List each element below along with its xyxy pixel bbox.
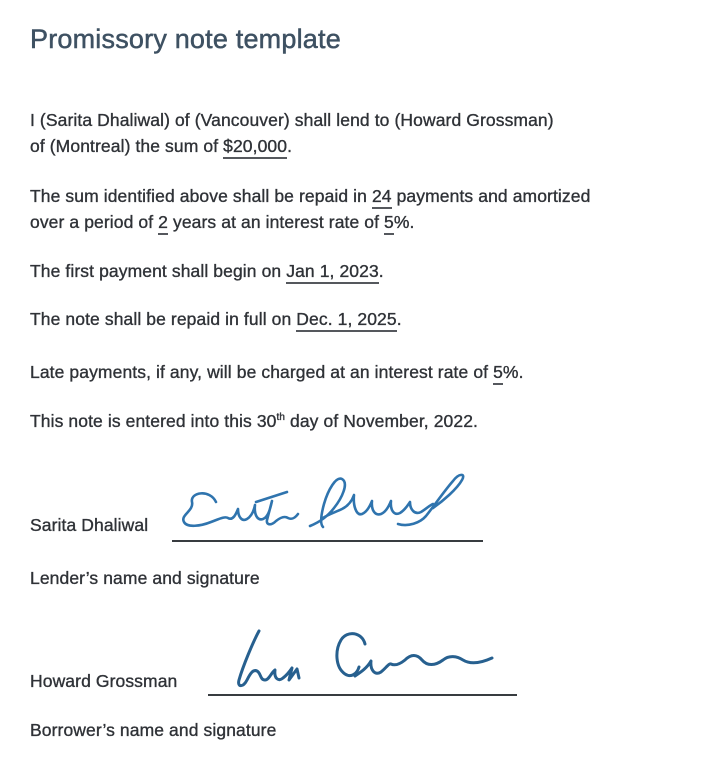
loan-amount-value: $20,000 xyxy=(223,136,287,159)
clause-full-repayment-pre: The note shall be repaid in full on xyxy=(30,309,297,329)
clause-late-payment-post: %. xyxy=(502,362,524,382)
clause-repayment xyxy=(30,183,702,235)
clause-full-repayment-post: . xyxy=(396,309,402,329)
clause-execution-pre: This note is entered into this 30 xyxy=(30,411,277,431)
clause-late-payment-pre: Late payments, if any, will be charged at an interest rate of xyxy=(30,362,494,382)
clause-principal-line1: I (Sarita Dhaliwal) of (Vancouver) shall lend to (Howard Grossman) xyxy=(30,110,554,130)
clause-full-repayment xyxy=(30,306,702,332)
page-title: Promissory note template xyxy=(30,24,341,54)
clause-principal xyxy=(30,107,702,159)
clause-repayment-line1-pre: The sum identified above shall be repaid in xyxy=(30,186,372,206)
payments-count-value: 24 xyxy=(372,186,392,209)
clause-repayment-line2-mid: years at an interest rate of xyxy=(168,212,385,232)
first-payment-date-value: Jan 1, 2023 xyxy=(286,261,379,284)
repayment-date-value: Dec. 1, 2025 xyxy=(296,309,396,332)
execution-day-ordinal: th xyxy=(276,412,286,424)
borrower-name-label: Howard Grossman xyxy=(30,671,178,691)
clause-late-payment xyxy=(30,359,702,385)
lender-name-label: Sarita Dhaliwal xyxy=(30,515,149,535)
clause-first-payment-post: . xyxy=(378,261,384,281)
lender-signature-line xyxy=(172,540,483,542)
borrower-caption: Borrower’s name and signature xyxy=(30,720,277,740)
lender-signature-ink xyxy=(170,472,490,547)
interest-rate-value: 5 xyxy=(384,212,394,235)
late-interest-rate-value: 5 xyxy=(493,362,503,385)
clause-first-payment-pre: The first payment shall begin on xyxy=(30,261,287,281)
clause-principal-line2-pre: of (Montreal) the sum of xyxy=(30,136,224,156)
clause-execution-post: day of November, 2022. xyxy=(285,411,479,431)
clause-repayment-line1-post: payments and amortized xyxy=(391,186,591,206)
borrower-signature-line xyxy=(208,694,517,696)
clause-first-payment xyxy=(30,258,702,284)
clause-principal-line2-post: . xyxy=(287,136,293,156)
lender-caption: Lender’s name and signature xyxy=(30,568,260,588)
clause-execution xyxy=(30,408,702,434)
term-years-value: 2 xyxy=(158,212,168,235)
clause-repayment-line2-post: %. xyxy=(393,212,415,232)
clause-repayment-line2-pre: over a period of xyxy=(30,212,159,232)
